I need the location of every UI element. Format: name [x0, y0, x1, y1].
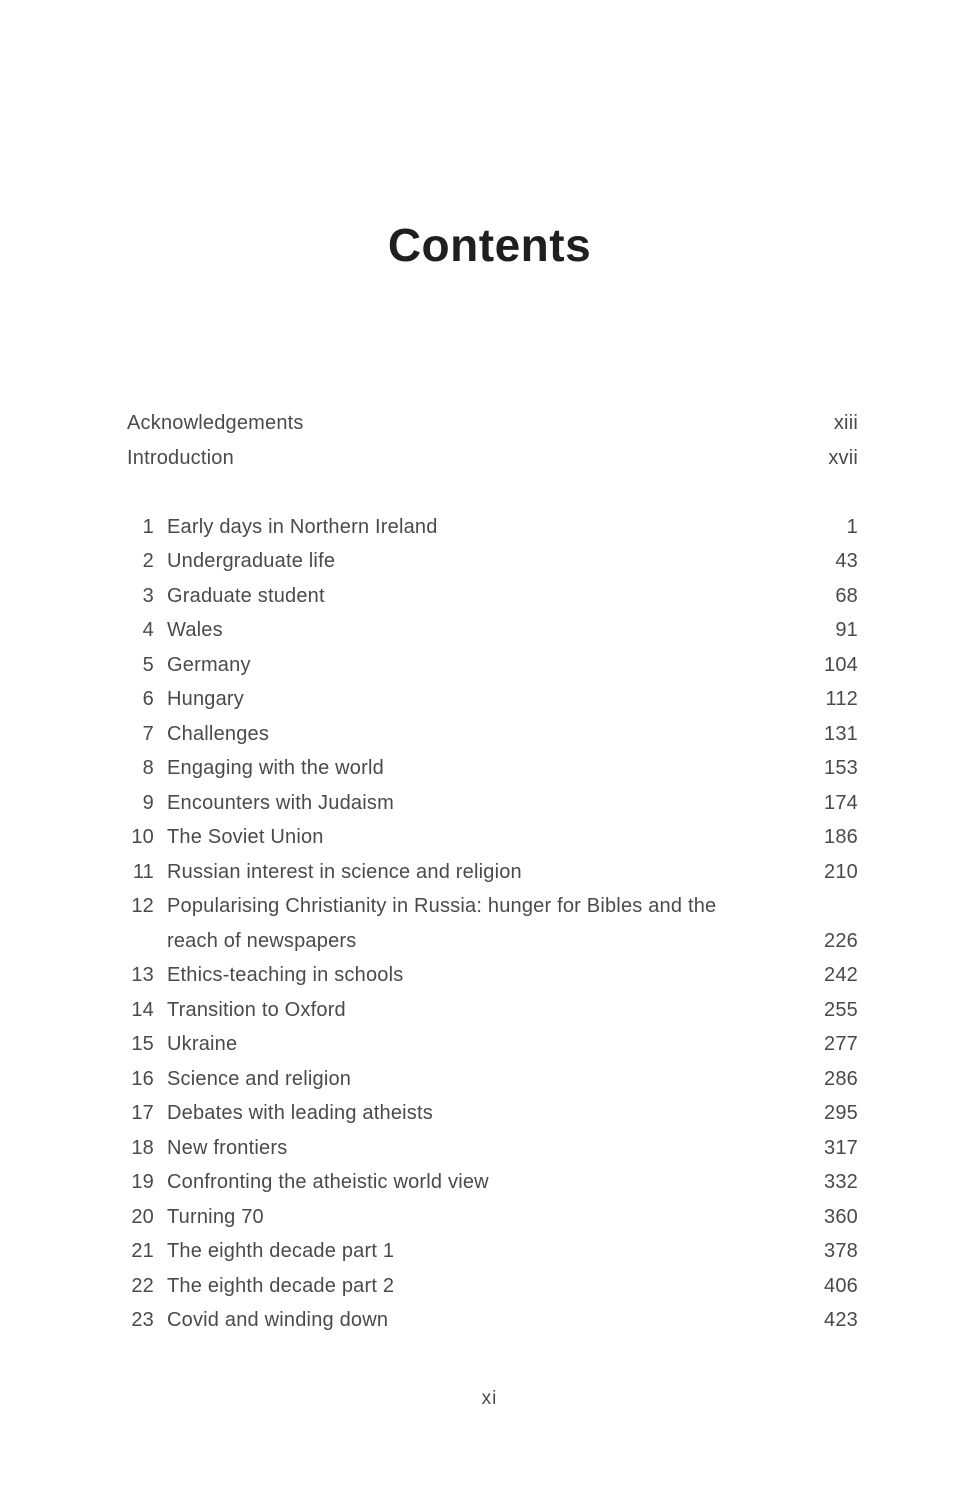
chapter-page: 286 — [824, 1067, 858, 1090]
chapter-page: 186 — [824, 826, 858, 848]
chapter-page: 332 — [824, 1171, 858, 1193]
chapter-title: Confronting the atheistic world view — [167, 1171, 489, 1193]
chapter-row — [127, 1234, 858, 1269]
chapter-number: 18 — [131, 1136, 154, 1159]
front-matter-row — [127, 441, 858, 476]
chapter-page: 360 — [824, 1205, 858, 1228]
chapter-number: 4 — [142, 619, 154, 641]
chapter-page: 104 — [824, 653, 858, 676]
chapter-row — [127, 648, 858, 683]
chapter-title: Early days in Northern Ireland — [167, 515, 438, 538]
chapter-row — [127, 889, 858, 958]
chapter-row — [127, 993, 858, 1028]
chapter-row — [127, 579, 858, 614]
chapter-row — [127, 544, 858, 579]
chapter-title: Challenges — [167, 722, 270, 745]
chapter-page: 91 — [835, 619, 858, 641]
chapter-page: 226 — [824, 929, 858, 952]
chapter-title: Turning 70 — [167, 1205, 264, 1228]
chapter-number: 11 — [132, 860, 154, 883]
chapter-row — [127, 510, 858, 545]
chapter-title: Germany — [167, 653, 251, 676]
chapter-number: 2 — [142, 550, 154, 572]
chapter-title: Russian interest in science and religion — [167, 860, 522, 883]
front-matter-page: xvii — [828, 446, 858, 469]
chapter-number: 7 — [142, 722, 154, 745]
chapter-page: 317 — [824, 1136, 858, 1159]
chapter-row — [127, 786, 858, 821]
chapter-title: Popularising Christianity in Russia: hunger for Bibles and the reach of newspapers — [167, 895, 717, 952]
chapter-row — [127, 1165, 858, 1200]
chapter-page: 242 — [824, 964, 858, 986]
chapter-page: 295 — [824, 1102, 858, 1124]
chapter-row — [127, 1096, 858, 1131]
chapter-title: Transition to Oxford — [167, 998, 346, 1021]
front-matter-label: Acknowledgements — [127, 412, 304, 434]
chapter-number: 17 — [131, 1102, 154, 1124]
chapter-title: Science and religion — [167, 1067, 352, 1090]
chapter-title: The eighth decade part 1 — [167, 1240, 395, 1262]
chapter-page: 1 — [846, 515, 858, 538]
chapter-page: 153 — [824, 757, 858, 779]
chapter-number: 3 — [142, 584, 154, 607]
chapter-row — [127, 1303, 858, 1338]
chapter-number: 5 — [142, 653, 154, 676]
front-matter-row — [127, 406, 858, 441]
chapter-row — [127, 717, 858, 752]
chapter-number: 21 — [131, 1240, 154, 1262]
chapter-number: 10 — [131, 826, 154, 848]
chapter-row — [127, 1269, 858, 1304]
chapter-number: 6 — [142, 688, 154, 710]
chapter-number: 20 — [131, 1205, 154, 1228]
table-of-contents — [127, 406, 858, 1338]
chapter-title: Wales — [167, 619, 223, 641]
chapter-number: 8 — [142, 757, 154, 779]
chapter-row — [127, 1027, 858, 1062]
chapter-number: 12 — [131, 895, 154, 917]
chapter-title: Engaging with the world — [167, 757, 384, 779]
chapter-title: Ethics-teaching in schools — [167, 964, 404, 986]
chapter-title: New frontiers — [167, 1136, 288, 1159]
page-title: Contents — [387, 219, 592, 271]
chapter-title: Ukraine — [167, 1033, 238, 1055]
chapter-title: Debates with leading atheists — [167, 1102, 433, 1124]
chapter-number: 19 — [131, 1171, 154, 1193]
chapter-row — [127, 855, 858, 890]
chapter-row — [127, 1131, 858, 1166]
chapter-title: The eighth decade part 2 — [167, 1274, 395, 1297]
chapter-number: 23 — [131, 1309, 154, 1331]
front-matter-page: xiii — [833, 412, 858, 434]
page-number-folio: xi — [481, 1388, 498, 1409]
chapter-row — [127, 682, 858, 717]
chapter-page: 277 — [824, 1033, 858, 1055]
chapter-page: 255 — [824, 998, 858, 1021]
chapter-page: 423 — [824, 1309, 858, 1331]
chapter-title: Graduate student — [167, 584, 325, 607]
chapter-number: 16 — [131, 1067, 154, 1090]
chapter-page: 43 — [835, 550, 858, 572]
chapter-title: Undergraduate life — [167, 550, 336, 572]
chapter-row — [127, 613, 858, 648]
chapter-number: 15 — [131, 1033, 154, 1055]
chapter-page: 378 — [824, 1240, 858, 1262]
chapter-title: Covid and winding down — [167, 1309, 389, 1331]
chapter-number: 14 — [131, 998, 154, 1021]
chapter-page: 174 — [824, 791, 858, 814]
chapter-page: 210 — [824, 860, 858, 883]
chapter-row — [127, 751, 858, 786]
chapter-page: 112 — [825, 688, 858, 710]
chapter-number: 13 — [131, 964, 154, 986]
chapter-title: Encounters with Judaism — [167, 791, 394, 814]
chapter-row — [127, 958, 858, 993]
chapter-title: The Soviet Union — [167, 826, 324, 848]
chapter-row — [127, 820, 858, 855]
chapter-page: 68 — [835, 584, 858, 607]
chapter-title: Hungary — [167, 688, 244, 710]
chapter-row — [127, 1200, 858, 1235]
chapter-page: 131 — [824, 722, 858, 745]
chapter-row — [127, 1062, 858, 1097]
chapter-page: 406 — [824, 1274, 858, 1297]
section-gap — [127, 475, 858, 510]
chapter-number: 1 — [142, 515, 154, 538]
chapter-number: 22 — [131, 1274, 154, 1297]
front-matter-label: Introduction — [127, 446, 234, 469]
chapter-number: 9 — [142, 791, 154, 814]
